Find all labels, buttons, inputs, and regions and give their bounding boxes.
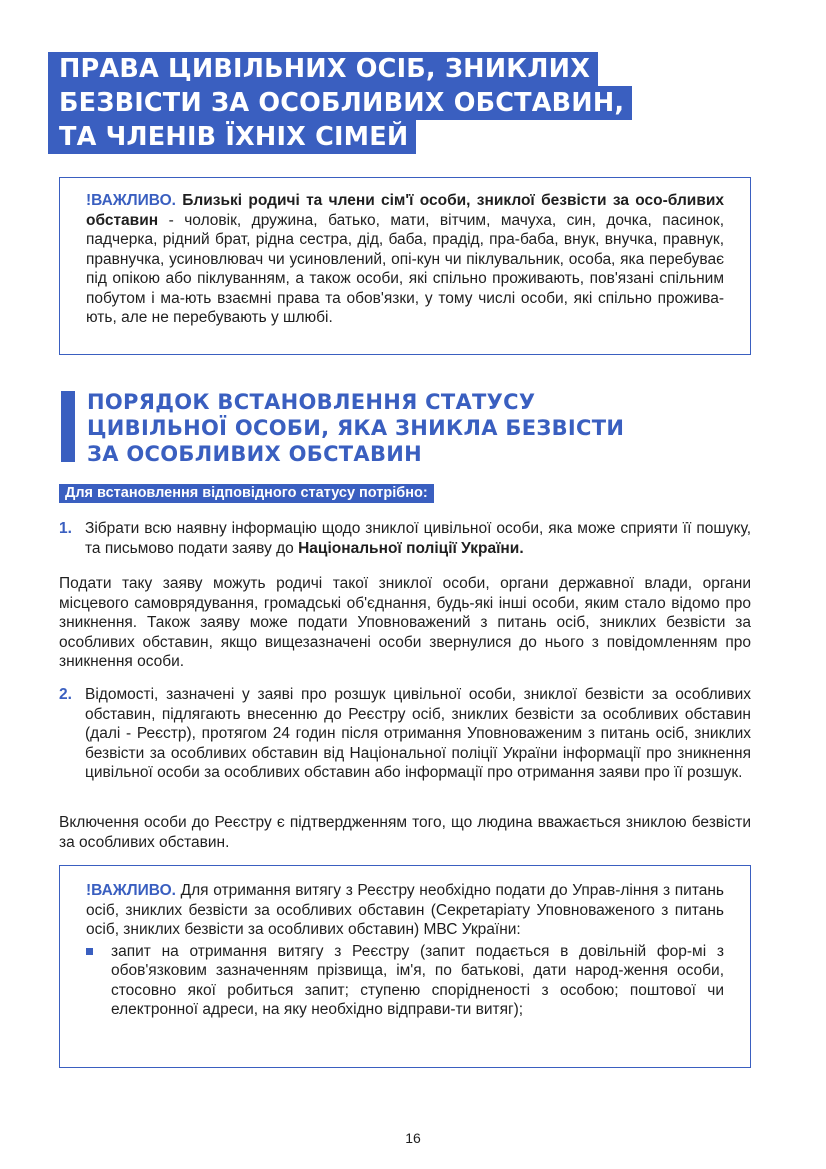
step-number: 2. xyxy=(59,686,72,703)
important-bold-text: Близькі родичі та члени сім'ї особи, зниклої безвісти за осо-бливих обставин xyxy=(86,192,724,229)
step-text-bold: Національної поліції України. xyxy=(298,539,524,557)
page-title-line: БЕЗВІСТИ ЗА ОСОБЛИВИХ ОБСТАВИН, xyxy=(48,86,632,120)
important-note-box xyxy=(59,177,751,355)
section-title-line: ЗА ОСОБЛИВИХ ОБСТАВИН xyxy=(87,442,423,466)
paragraph: Подати таку заяву можуть родичі такої зниклої особи, органи державної влади, органи місцевого самоврядування, громадські об'єднання, будь-які інші особи, яким стало відомо про зникнення. Також заяву може подати Уповноважений з питань осіб, зниклих безвісти за особливих обставин, якщо вищезазначені особи звернулися до нього з повідомленням про зникнення особи. xyxy=(59,575,751,670)
page-number: 16 xyxy=(405,1130,421,1146)
page-title xyxy=(48,52,632,154)
section-title xyxy=(87,389,707,467)
step-text: Відомості, зазначені у заяві про розшук цивільної особи, зниклої безвісти за особливих обставин, підлягають внесенню до Реєстру осіб, зниклих безвісти за особливих обставин (далі - Реєстр), протягом 24 годин після отримання Уповноваженим з питань осіб, зниклих безвісти за особливих обставин від Національної поліції України інформації про зникнення цивільної особи за особливих обставин або інформації про отримання заяви про її розшук. xyxy=(85,686,751,781)
important-intro xyxy=(86,881,724,940)
step-text-plain: Зібрати всю наявну інформацію щодо зниклої цивільної особи, яка може сприяти її пошуку, та письмово подати заяву до xyxy=(85,520,751,557)
square-bullet-icon xyxy=(86,948,93,955)
section-title-line: ЦИВІЛЬНОЇ ОСОБИ, ЯКА ЗНИКЛА БЕЗВІСТИ xyxy=(87,416,625,440)
important-tag: !ВАЖЛИВО. xyxy=(86,882,176,899)
page-title-line: ТА ЧЛЕНІВ ЇХНІХ СІМЕЙ xyxy=(48,120,416,154)
section-sublabel: Для встановлення відповідного статусу потрібно: xyxy=(59,484,434,503)
section-title-line: ПОРЯДОК ВСТАНОВЛЕННЯ СТАТУСУ xyxy=(87,390,536,414)
page-title-line: ПРАВА ЦИВІЛЬНИХ ОСІБ, ЗНИКЛИХ xyxy=(48,52,598,86)
step-text xyxy=(85,519,751,558)
step-1 xyxy=(59,519,751,558)
bullet-list-item xyxy=(86,942,724,1020)
important-text: Для отримання витягу з Реєстру необхідно подати до Управ-ління з питань осіб, зниклих безвісти за особливих обставин (Секретаріату Уповноваженого з питань осіб, зниклих безвісти за особливих обставин) МВС України: xyxy=(86,882,724,938)
paragraph: Включення особи до Реєстру є підтвердженням того, що людина вважається зниклою безвісти за особливих обставин. xyxy=(59,814,751,851)
important-text: - чоловік, дружина, батько, мати, вітчим, мачуха, син, дочка, пасинок, падчерка, рідний брат, рідна сестра, дід, баба, прадід, пра-баба, внук, внучка, правнук, правнучка, усиновлювач чи усиновлений, опі-кун чи піклувальник, особа, яка перебуває під опікою або піклуванням, а також особи, які спільно проживають, пов'язані спільним побутом і ма-ють взаємні права та обов'язки, у тому числі особи, які спільно прожива-ють, але не перебувають у шлюбі. xyxy=(86,211,724,326)
bullet-text: запит на отримання витягу з Реєстру (запит подається в довільній фор-мі з обов'язковим зазначенням прізвища, ім'я, по батькові, дати народ-ження особи, стосовно якої робиться запит; ступеню спорідненості з особою; поштової чи електронної адреси, на яку необхідно відправи-ти витяг); xyxy=(111,942,724,1018)
step-number: 1. xyxy=(59,520,72,537)
section-accent-bar xyxy=(61,391,75,462)
important-tag: !ВАЖЛИВО. xyxy=(86,192,176,209)
step-2 xyxy=(59,685,751,783)
important-note-box xyxy=(59,865,751,1068)
